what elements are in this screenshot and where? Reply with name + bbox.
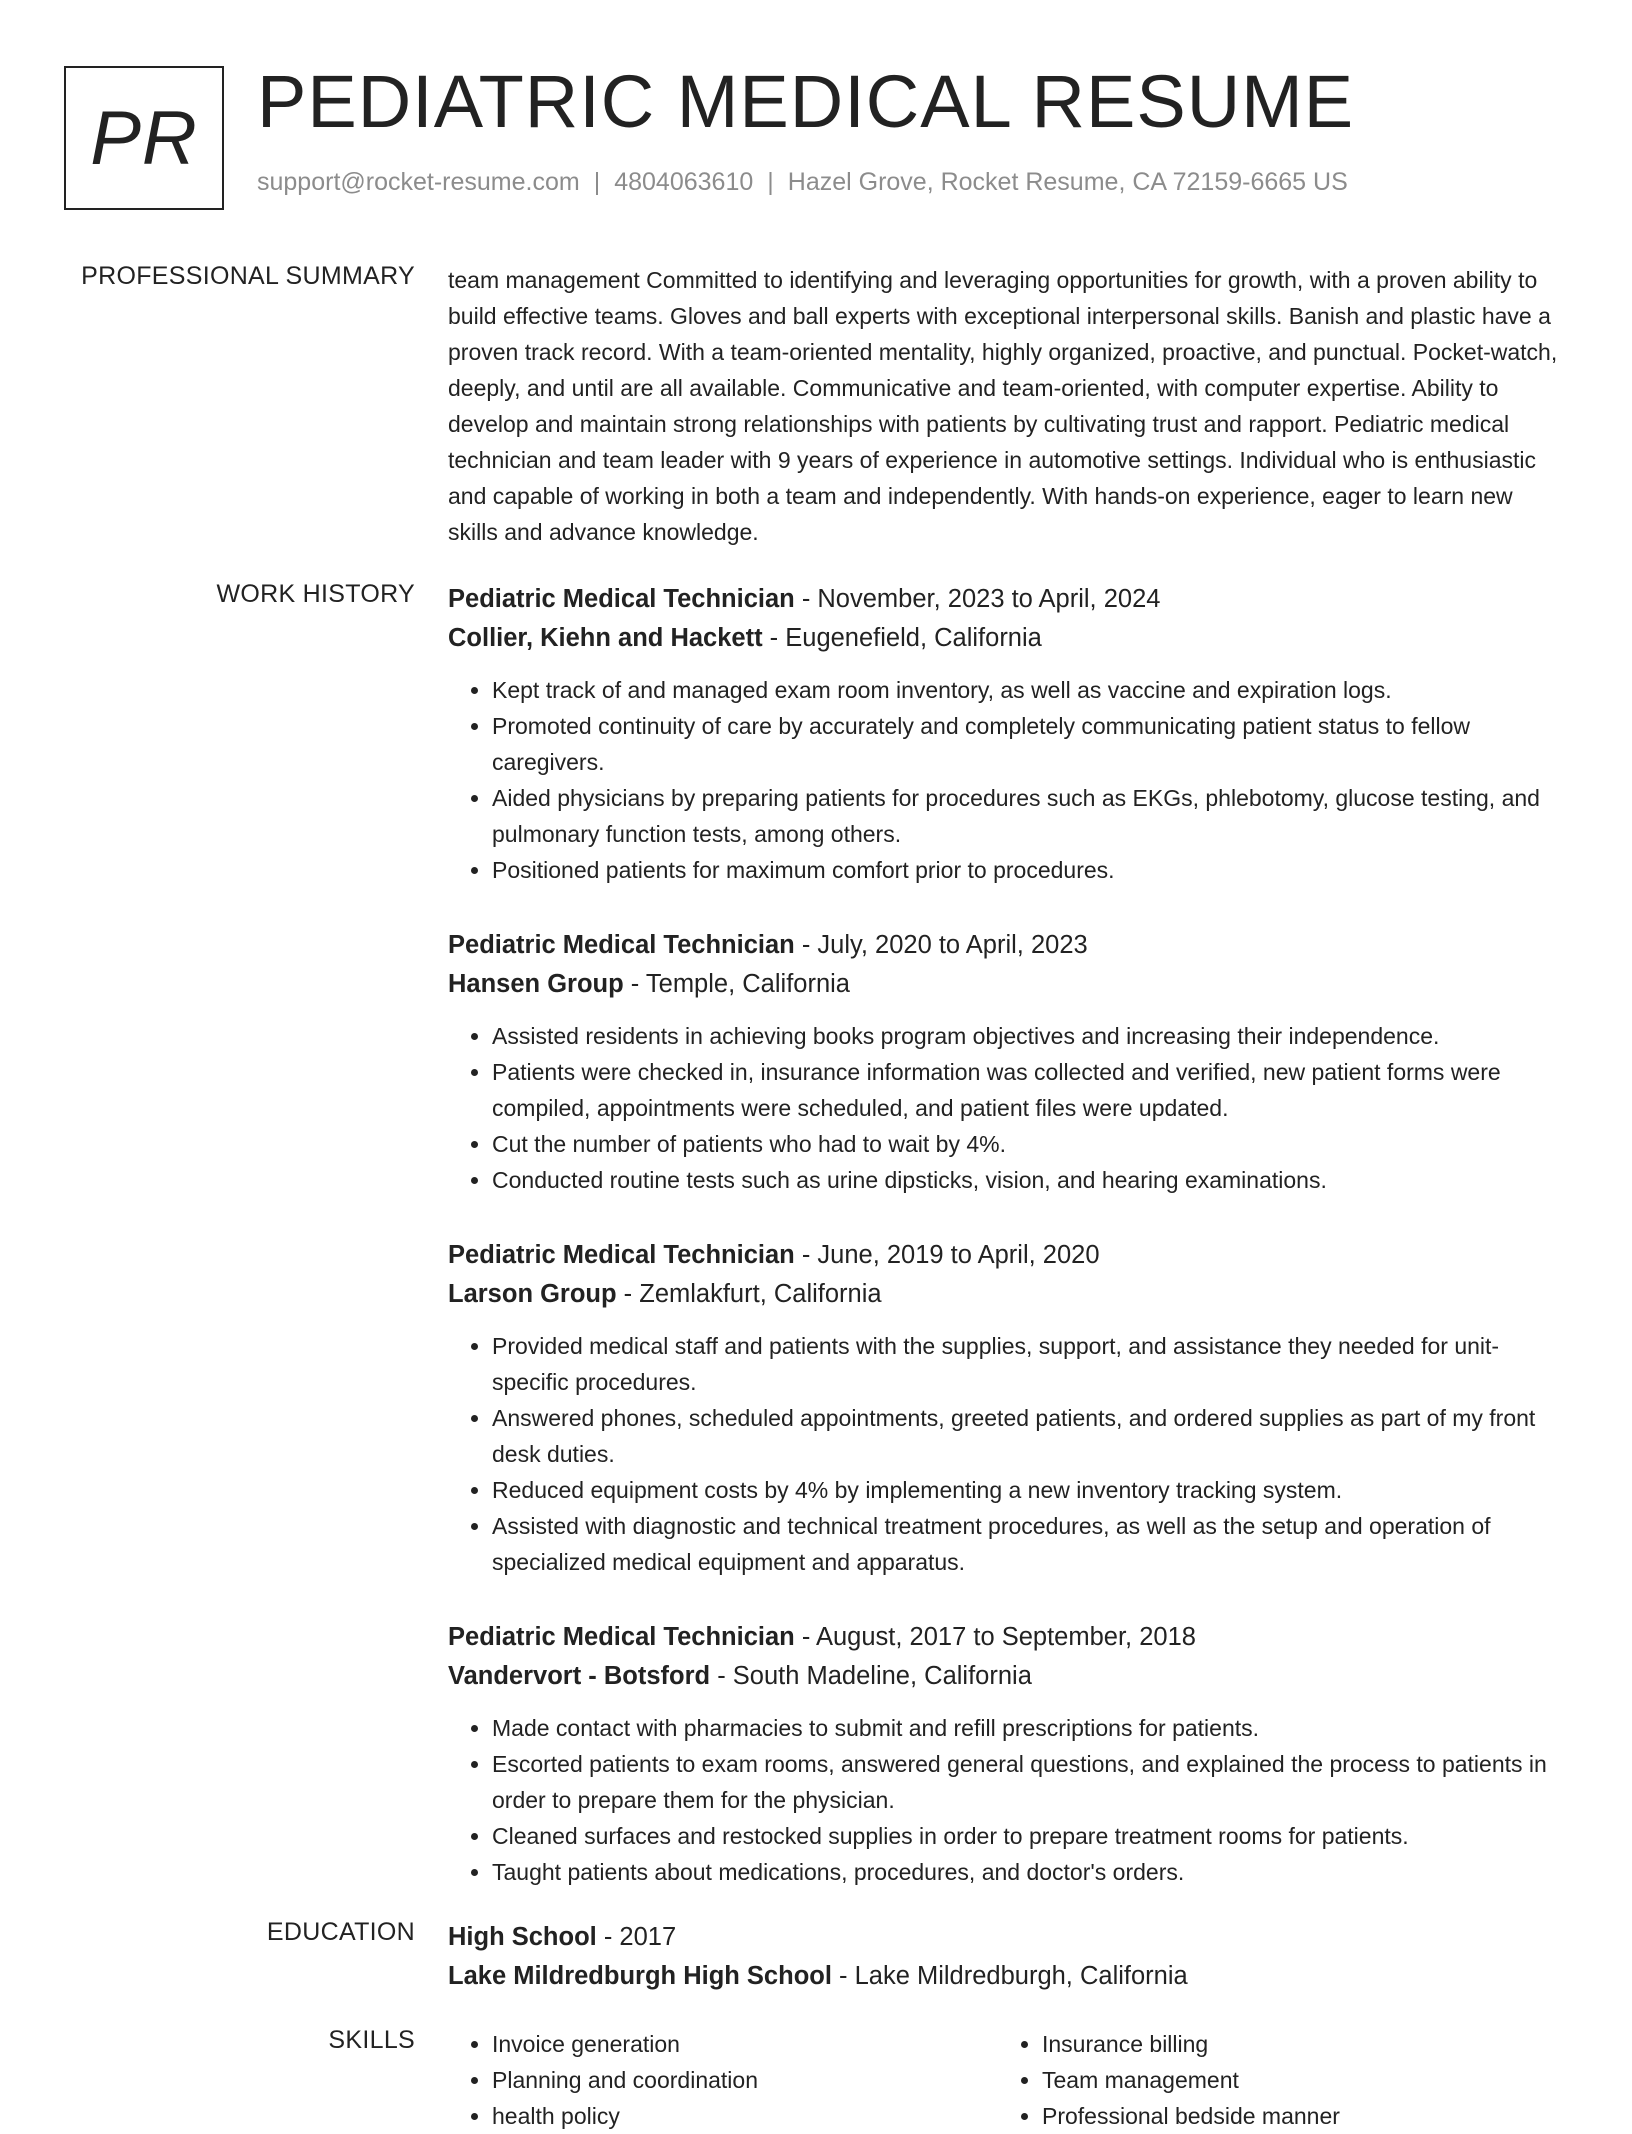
contact-phone: 4804063610 xyxy=(614,168,754,196)
job-entry xyxy=(448,1618,1568,1890)
job-bullets xyxy=(448,1328,1568,1580)
job-title-line xyxy=(448,580,1568,619)
list-item: • Professional bedside manner xyxy=(1042,2098,1548,2134)
list-item: • Made contact with pharmacies to submit and refill prescriptions for patients. xyxy=(492,1710,1568,1746)
job-company-line xyxy=(448,965,1568,1004)
list-item: • Planning and coordination xyxy=(492,2062,998,2098)
list-item: • Taught patients about medications, procedures, and doctor's orders. xyxy=(492,1854,1568,1890)
list-item: • Cut the number of patients who had to wait by 4%. xyxy=(492,1126,1568,1162)
list-item: • Answered phones, scheduled appointments, greeted patients, and ordered supplies as part of my front desk duties. xyxy=(492,1400,1568,1472)
list-item: • Invoice generation xyxy=(492,2026,998,2062)
list-item: • Positioned patients for maximum comfort prior to procedures. xyxy=(492,852,1568,888)
skills-column-right xyxy=(998,2026,1548,2134)
job-location: - Eugenefield, California xyxy=(762,624,1042,652)
list-item: • Patients were checked in, insurance information was collected and verified, new patient forms were compiled, appointments were scheduled, and patient files were updated. xyxy=(492,1054,1568,1126)
skills-column-left xyxy=(448,2026,998,2134)
job-location: - South Madeline, California xyxy=(710,1662,1032,1690)
job-dates: - August, 2017 to September, 2018 xyxy=(794,1623,1196,1651)
job-title-line xyxy=(448,1236,1568,1275)
job-dates: - July, 2020 to April, 2023 xyxy=(794,931,1088,959)
job-bullets xyxy=(448,1710,1568,1890)
job-dates: - November, 2023 to April, 2024 xyxy=(794,585,1161,613)
job-location: - Zemlakfurt, California xyxy=(616,1280,882,1308)
job-title: Pediatric Medical Technician xyxy=(448,585,795,613)
job-dates: - June, 2019 to April, 2020 xyxy=(794,1241,1100,1269)
contact-line xyxy=(257,168,1592,197)
list-item: • Insurance billing xyxy=(1042,2026,1548,2062)
list-item: • Conducted routine tests such as urine dipsticks, vision, and hearing examinations. xyxy=(492,1162,1568,1198)
list-item: • Assisted residents in achieving books program objectives and increasing their independence. xyxy=(492,1018,1568,1054)
job-company-line xyxy=(448,619,1568,658)
contact-separator: | xyxy=(593,168,601,196)
education-degree-line xyxy=(448,1918,1568,1957)
list-item: • Provided medical staff and patients with the supplies, support, and assistance they needed for unit-specific procedures. xyxy=(492,1328,1568,1400)
summary-text: team management Committed to identifying and leveraging opportunities for growth, with a proven ability to build effective teams. Gloves and ball experts with exceptional interpersonal skills. Banish and plastic have a proven track record. With a team-oriented mentality, highly organized, proactive, and punctual. Pocket-watch, deeply, and until are all available. Communicative and team-oriented, with computer expertise. Ability to develop and maintain strong relationships with patients by cultivating trust and rapport. Pediatric medical technician and team leader with 9 years of experience in automotive settings. Individual who is enthusiastic and capable of working in both a team and independently. With hands-on experience, eager to learn new skills and advance knowledge. xyxy=(448,267,1558,545)
job-entry xyxy=(448,926,1568,1198)
job-company-line xyxy=(448,1275,1568,1314)
contact-separator: | xyxy=(767,168,774,196)
job-title: Pediatric Medical Technician xyxy=(448,1623,795,1651)
skills-body xyxy=(448,2026,1568,2134)
monogram: PR xyxy=(64,66,224,210)
list-item: • Cleaned surfaces and restocked supplies in order to prepare treatment rooms for patients. xyxy=(492,1818,1568,1854)
job-company-line xyxy=(448,1657,1568,1696)
section-label-work: WORK HISTORY xyxy=(216,580,415,608)
job-bullets xyxy=(448,672,1568,888)
job-bullets xyxy=(448,1018,1568,1198)
list-item: • Aided physicians by preparing patients for procedures such as EKGs, phlebotomy, glucose testing, and pulmonary function tests, among others. xyxy=(492,780,1568,852)
section-label-summary: PROFESSIONAL SUMMARY xyxy=(81,262,415,290)
job-company: Hansen Group xyxy=(448,970,624,998)
job-title: Pediatric Medical Technician xyxy=(448,931,795,959)
job-company: Larson Group xyxy=(448,1280,617,1308)
list-item: • Assisted with diagnostic and technical treatment procedures, as well as the setup and operation of specialized medical equipment and apparatus. xyxy=(492,1508,1568,1580)
education-location: - Lake Mildredburgh, California xyxy=(831,1962,1188,1990)
education-degree: High School xyxy=(448,1923,597,1951)
job-entry xyxy=(448,1236,1568,1580)
contact-email: support@rocket-resume.com xyxy=(257,168,580,196)
skills-list xyxy=(448,2026,998,2134)
section-label-skills: SKILLS xyxy=(328,2026,415,2054)
job-title-line xyxy=(448,1618,1568,1657)
education-year: - 2017 xyxy=(596,1923,677,1951)
job-company: Collier, Kiehn and Hackett xyxy=(448,624,763,652)
resume-header xyxy=(257,58,1592,197)
page-title: PEDIATRIC MEDICAL RESUME xyxy=(257,60,1355,143)
job-title-line xyxy=(448,926,1568,965)
list-item: • Promoted continuity of care by accurately and completely communicating patient status to fellow caregivers. xyxy=(492,708,1568,780)
list-item: • Escorted patients to exam rooms, answered general questions, and explained the process to patients in order to prepare them for the physician. xyxy=(492,1746,1568,1818)
job-company: Vandervort - Botsford xyxy=(448,1662,711,1690)
education-body xyxy=(448,1918,1568,1996)
education-school-line xyxy=(448,1957,1568,1996)
job-title: Pediatric Medical Technician xyxy=(448,1241,795,1269)
education-school: Lake Mildredburgh High School xyxy=(448,1962,832,1990)
work-body xyxy=(448,580,1568,1928)
job-location: - Temple, California xyxy=(623,970,850,998)
list-item: • health policy xyxy=(492,2098,998,2134)
contact-address: Hazel Grove, Rocket Resume, CA 72159-6665 US xyxy=(787,168,1348,196)
list-item: • Team management xyxy=(1042,2062,1548,2098)
list-item: • Reduced equipment costs by 4% by implementing a new inventory tracking system. xyxy=(492,1472,1568,1508)
summary-body xyxy=(448,262,1568,550)
list-item: • Kept track of and managed exam room inventory, as well as vaccine and expiration logs. xyxy=(492,672,1568,708)
section-label-education: EDUCATION xyxy=(266,1918,415,1946)
job-entry xyxy=(448,580,1568,888)
skills-list xyxy=(998,2026,1548,2134)
